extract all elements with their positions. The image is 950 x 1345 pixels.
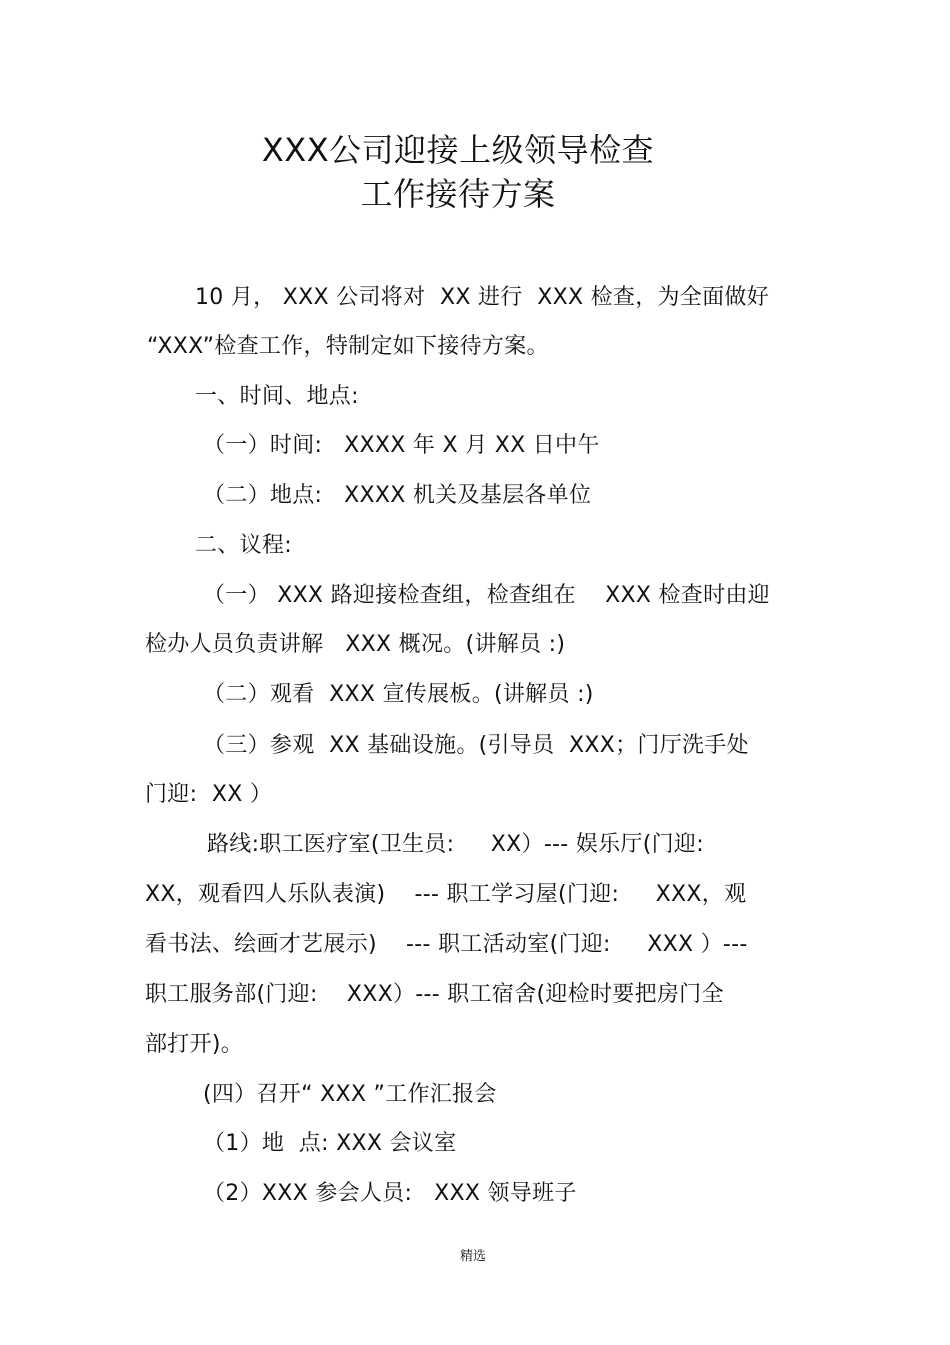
section1-heading: 一、时间、地点: [195, 384, 359, 409]
item4-sub1: （1）地 点: XXX 会议室 [203, 1131, 457, 1156]
section1-place: （二）地点: XXXX 机关及基层各单位 [203, 483, 592, 508]
section1-time: （一）时间: XXXX 年 X 月 XX 日中午 [203, 433, 600, 458]
page-footer: 精选 [459, 1249, 486, 1264]
item4: (四）召开“ XXX ”工作汇报会 [203, 1082, 497, 1107]
route-line2: XX，观看四人乐队表演) --- 职工学习屋(门迎: XXX，观 [145, 882, 747, 907]
section2-heading: 二、议程: [195, 533, 292, 558]
intro-line2: “XXX”检查工作，特制定如下接待方案。 [147, 334, 549, 359]
route-line4: 职工服务部(门迎: XXX）--- 职工宿舍(迎检时要把房门全 [145, 982, 724, 1007]
item3-line2: 门迎: XX ） [145, 782, 273, 807]
item1-line2: 检办人员负责讲解 XXX 概况。(讲解员 :) [145, 632, 566, 657]
route-line5: 部打开)。 [145, 1032, 244, 1057]
route-line3: 看书法、绘画才艺展示) --- 职工活动室(门迎: XXX ）--- [145, 932, 748, 957]
route-line1: 路线:职工医疗室(卫生员: XX）--- 娱乐厅(门迎: [207, 832, 704, 857]
item2: （二）观看 XXX 宣传展板。(讲解员 :) [203, 682, 594, 707]
item4-sub2: （2）XXX 参会人员: XXX 领导班子 [203, 1181, 577, 1206]
item3-line1: （三）参观 XX 基础设施。(引导员 XXX；门厅洗手处 [203, 733, 749, 758]
intro-line1: 10 月， XXX 公司将对 XX 进行 XXX 检查，为全面做好 [195, 285, 770, 310]
item1-line1: （一） XXX 路迎接检查组，检查组在 XXX 检查时由迎 [203, 583, 770, 608]
document-title-line1: XXX公司迎接上级领导检查 [261, 131, 655, 169]
document-title-line2: 工作接待方案 [360, 175, 556, 213]
